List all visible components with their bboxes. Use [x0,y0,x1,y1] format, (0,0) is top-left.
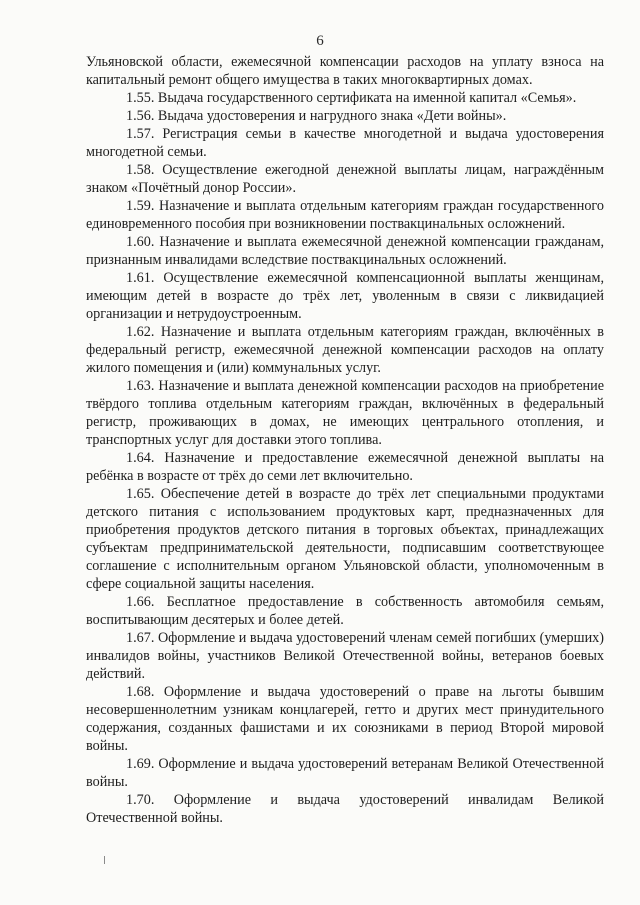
paragraph-1-56: 1.56. Выдача удостоверения и нагрудного знака «Дети войны». [126,108,507,124]
scan-mark [104,856,105,864]
page-number: 6 [316,33,324,49]
paragraph-1-59: 1.59. Назначение и выплата отдельным категориям граждан государственного единовременного пособия при возникновении поствакцинальных осложнений. [86,198,604,232]
paragraph-continuation: Ульяновской области, ежемесячной компенсации расходов на уплату взноса на капитальный ремонт общего имущества в таких многоквартирных домах. [86,54,604,88]
paragraph-1-55: 1.55. Выдача государственного сертификата на именной капитал «Семья». [126,90,577,106]
paragraph-1-67: 1.67. Оформление и выдача удостоверений членам семей погибших (умерших) инвалидов войны, участников Великой Отечественной войны, ветеранов боевых действий. [86,630,604,682]
paragraph-1-64: 1.64. Назначение и предоставление ежемесячной денежной выплаты на ребёнка в возрасте от трёх до семи лет включительно. [86,450,604,484]
document-body [86,53,604,827]
paragraph-1-66: 1.66. Бесплатное предоставление в собственность автомобиля семьям, воспитывающим десятерых и более детей. [86,594,604,628]
paragraph-1-68: 1.68. Оформление и выдача удостоверений о праве на льготы бывшим несовершеннолетним узникам концлагерей, гетто и других мест принудительного содержания, созданных фашистами и их союзниками в период Второй мировой войны. [86,684,604,754]
paragraph-1-61: 1.61. Осуществление ежемесячной компенсационной выплаты женщинам, имеющим детей в возрасте до трёх лет, уволенным в связи с ликвидацией организации и нетрудоустроенным. [86,270,604,322]
paragraph-1-57: 1.57. Регистрация семьи в качестве многодетной и выдача удостоверения многодетной семьи. [86,126,604,160]
paragraph-1-63: 1.63. Назначение и выплата денежной компенсации расходов на приобретение твёрдого топлива отдельным категориям граждан, включённых в федеральный регистр, проживающих в домах, не имеющих центрального отопления, и транспортных услуг для доставки этого топлива. [86,378,604,448]
paragraph-1-60: 1.60. Назначение и выплата ежемесячной денежной компенсации гражданам, признанным инвалидами вследствие поствакцинальных осложнений. [86,234,604,268]
paragraph-1-62: 1.62. Назначение и выплата отдельным категориям граждан, включённых в федеральный регистр, ежемесячной денежной компенсации расходов на оплату жилого помещения и (или) коммунальных услуг. [86,324,604,376]
paragraph-1-70: 1.70. Оформление и выдача удостоверений инвалидам Великой Отечественной войны. [86,792,604,826]
paragraph-1-69: 1.69. Оформление и выдача удостоверений ветеранам Великой Отечественной войны. [86,756,604,790]
paragraph-1-58: 1.58. Осуществление ежегодной денежной выплаты лицам, награждённым знаком «Почётный донор России». [86,162,604,196]
paragraph-1-65: 1.65. Обеспечение детей в возрасте до трёх лет специальными продуктами детского питания с использованием продуктовых карт, предназначенных для приобретения продуктов детского питания в торговых объектах, принадлежащих субъектам предпринимательской деятельности, подписавшим соответствующее соглашение с исполнительным органом Ульяновской области, уполномоченным в сфере социальной защиты населения. [86,486,604,592]
